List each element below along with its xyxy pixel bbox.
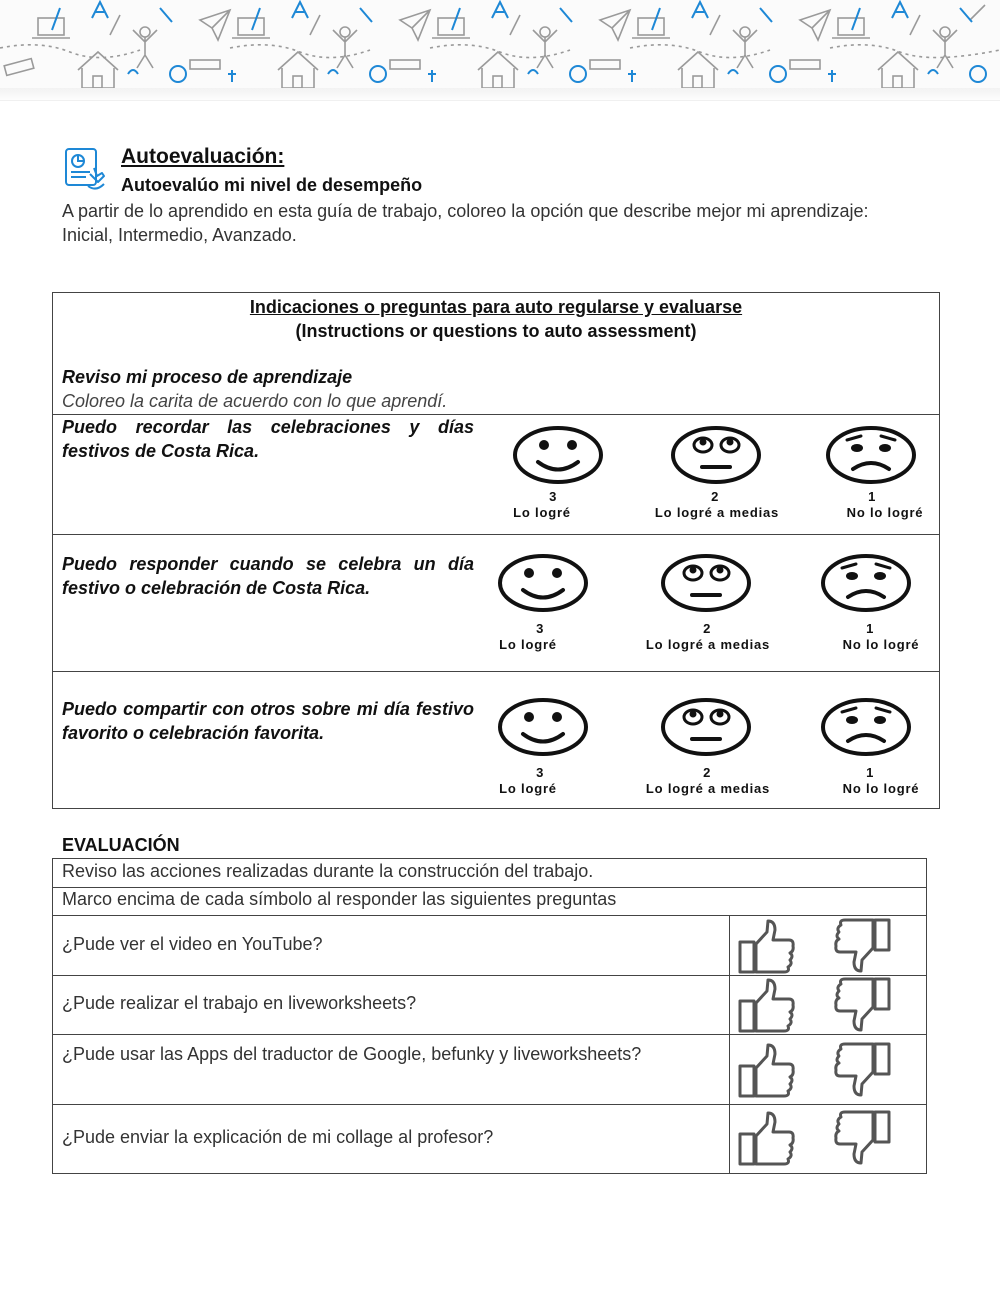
- happy-face-icon[interactable]: [512, 425, 604, 485]
- assessment-question: Puedo compartir con otros sobre mi día festivo favorito o celebración favorita.: [62, 699, 474, 743]
- page-title: Autoevaluación:: [121, 145, 285, 168]
- thumbs-up-icon[interactable]: [737, 1042, 797, 1098]
- thumbs-down-icon[interactable]: [832, 1042, 892, 1098]
- sad-face-icon[interactable]: [825, 425, 917, 485]
- neutral-face-icon[interactable]: [660, 697, 752, 757]
- face-label: Lo logré a medias: [654, 505, 780, 520]
- face-score: 3: [549, 489, 557, 504]
- evaluation-question: ¿Pude enviar la explicación de mi collage al profesor?: [62, 1127, 494, 1147]
- assessment-question: Puedo recordar las celebraciones y días festivos de Costa Rica.: [62, 417, 474, 461]
- thumbs-down-icon[interactable]: [832, 1110, 892, 1166]
- heading-es: Indicaciones o preguntas para auto regularse y evaluarse: [249, 297, 743, 317]
- evaluation-title: EVALUACIÓN: [62, 835, 180, 855]
- sad-face-icon[interactable]: [820, 553, 912, 613]
- face-score: 1: [866, 621, 874, 636]
- review-subtitle: Coloreo la carita de acuerdo con lo que aprendí.: [62, 391, 448, 411]
- instructions-heading: [53, 295, 939, 343]
- face-label: Lo logré: [499, 637, 557, 652]
- face-score: 3: [536, 621, 544, 636]
- assessment-question: Puedo responder cuando se celebra un día festivo o celebración de Costa Rica.: [62, 554, 474, 598]
- face-score: 2: [711, 489, 719, 504]
- face-score: 2: [703, 765, 711, 780]
- doodle-pattern: [0, 0, 1000, 100]
- face-score: 3: [536, 765, 544, 780]
- thumbs-down-icon[interactable]: [832, 977, 892, 1033]
- thumbs-down-icon[interactable]: [832, 918, 892, 974]
- face-score: 1: [866, 765, 874, 780]
- decorative-banner: [0, 0, 1000, 101]
- face-score: 2: [703, 621, 711, 636]
- self-assessment-table: [52, 292, 940, 809]
- thumbs-up-icon[interactable]: [737, 1110, 797, 1166]
- sad-face-icon[interactable]: [820, 697, 912, 757]
- page-subtitle: Autoevalúo mi nivel de desempeño: [121, 175, 423, 195]
- intro-text: A partir de lo aprendido en esta guía de trabajo, coloreo la opción que describe mejor mi aprendizaje: Inicial, Intermedio, Avanzado.: [62, 201, 869, 245]
- evaluation-question: ¿Pude usar las Apps del traductor de Google, befunky y liveworksheets?: [62, 1044, 642, 1064]
- face-label: No lo logré: [842, 781, 920, 796]
- happy-face-icon[interactable]: [497, 697, 589, 757]
- evaluation-question: ¿Pude realizar el trabajo en liveworksheets?: [62, 993, 417, 1013]
- self-assessment-icon: [62, 146, 108, 192]
- evaluation-instruction: Marco encima de cada símbolo al responder las siguientes preguntas: [62, 889, 617, 909]
- neutral-face-icon[interactable]: [670, 425, 762, 485]
- review-title: Reviso mi proceso de aprendizaje: [62, 367, 353, 387]
- face-score: 1: [868, 489, 876, 504]
- face-label: Lo logré: [513, 505, 571, 520]
- evaluation-instruction: Reviso las acciones realizadas durante la construcción del trabajo.: [62, 861, 594, 881]
- face-label: No lo logré: [842, 637, 920, 652]
- thumbs-up-icon[interactable]: [737, 918, 797, 974]
- thumbs-up-icon[interactable]: [737, 977, 797, 1033]
- face-label: Lo logré a medias: [645, 781, 771, 796]
- evaluation-question: ¿Pude ver el video en YouTube?: [62, 934, 323, 954]
- face-label: Lo logré a medias: [645, 637, 771, 652]
- face-label: No lo logré: [846, 505, 924, 520]
- happy-face-icon[interactable]: [497, 553, 589, 613]
- neutral-face-icon[interactable]: [660, 553, 752, 613]
- face-label: Lo logré: [499, 781, 557, 796]
- heading-en: (Instructions or questions to auto assessment): [295, 321, 697, 341]
